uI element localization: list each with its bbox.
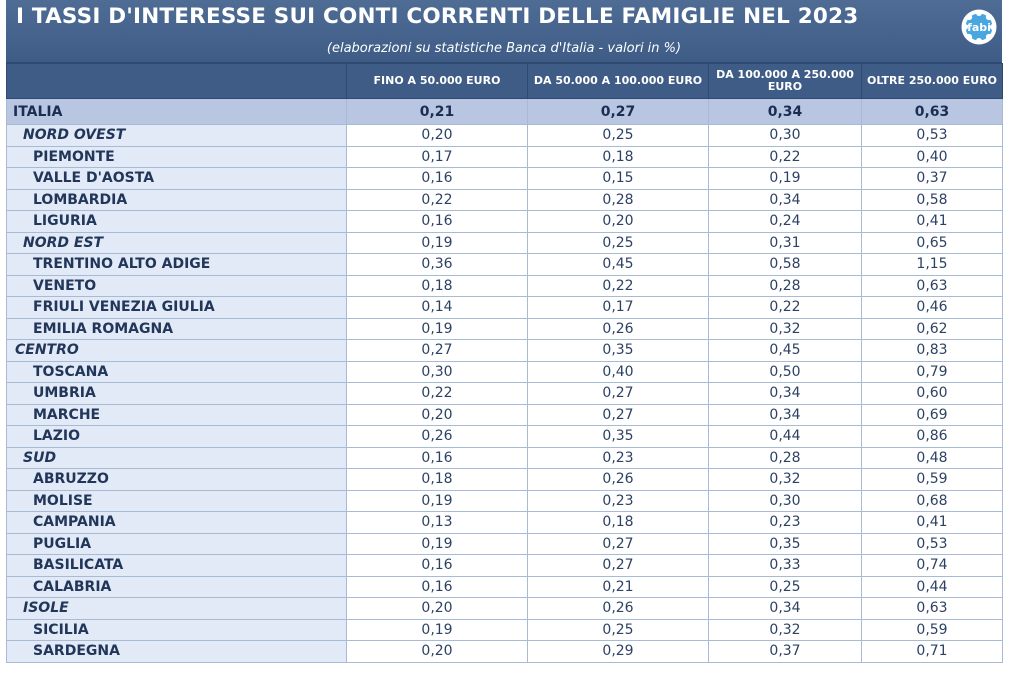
table-row — [7, 555, 1003, 577]
row-label: TRENTINO ALTO ADIGE — [7, 254, 347, 276]
rate-cell: 0,28 — [528, 189, 709, 211]
rate-cell: 0,21 — [528, 576, 709, 598]
rate-cell: 0,16 — [347, 211, 528, 233]
rate-cell: 0,41 — [862, 512, 1003, 534]
column-header-row — [7, 64, 1003, 99]
row-label: CAMPANIA — [7, 512, 347, 534]
rate-cell: 0,23 — [528, 447, 709, 469]
rate-cell: 0,13 — [347, 512, 528, 534]
rate-cell: 0,22 — [709, 297, 862, 319]
rate-cell: 0,16 — [347, 555, 528, 577]
rate-cell: 0,40 — [862, 146, 1003, 168]
table-row — [7, 211, 1003, 233]
rates-table-sheet — [6, 0, 1002, 663]
rate-cell: 0,18 — [528, 146, 709, 168]
row-label: ISOLE — [7, 598, 347, 620]
rate-cell: 0,18 — [347, 275, 528, 297]
rate-cell: 0,19 — [347, 318, 528, 340]
row-label: LAZIO — [7, 426, 347, 448]
column-header-region — [7, 64, 347, 99]
rate-cell: 0,15 — [528, 168, 709, 190]
rate-cell: 0,30 — [709, 125, 862, 147]
rate-cell: 0,23 — [528, 490, 709, 512]
table-row — [7, 447, 1003, 469]
rate-cell: 0,32 — [709, 469, 862, 491]
column-header-over-250k: OLTRE 250.000 EURO — [862, 64, 1003, 99]
rate-cell: 0,63 — [862, 275, 1003, 297]
rate-cell: 0,65 — [862, 232, 1003, 254]
rate-cell: 0,45 — [709, 340, 862, 362]
interest-rates-table — [6, 63, 1003, 663]
rate-cell: 0,26 — [347, 426, 528, 448]
rate-cell: 0,32 — [709, 318, 862, 340]
rate-cell: 0,18 — [528, 512, 709, 534]
rate-cell: 0,16 — [347, 168, 528, 190]
row-label: CALABRIA — [7, 576, 347, 598]
row-label: MARCHE — [7, 404, 347, 426]
table-row — [7, 318, 1003, 340]
table-row — [7, 125, 1003, 147]
rate-cell: 0,46 — [862, 297, 1003, 319]
table-row — [7, 469, 1003, 491]
rate-cell: 0,35 — [528, 426, 709, 448]
row-label: CENTRO — [7, 340, 347, 362]
row-label: VALLE D'AOSTA — [7, 168, 347, 190]
row-label: VENETO — [7, 275, 347, 297]
logo-text: fabi — [967, 21, 991, 34]
row-label: TOSCANA — [7, 361, 347, 383]
rate-cell: 0,69 — [862, 404, 1003, 426]
rate-cell: 0,45 — [528, 254, 709, 276]
rate-cell: 0,19 — [347, 533, 528, 555]
rate-cell: 0,24 — [709, 211, 862, 233]
column-header-50k-100k: DA 50.000 A 100.000 EURO — [528, 64, 709, 99]
column-header-up-to-50k: FINO A 50.000 EURO — [347, 64, 528, 99]
rate-cell: 0,27 — [347, 340, 528, 362]
row-label: NORD OVEST — [7, 125, 347, 147]
table-row — [7, 340, 1003, 362]
rate-cell: 0,19 — [347, 490, 528, 512]
row-label: UMBRIA — [7, 383, 347, 405]
table-row — [7, 189, 1003, 211]
rate-cell: 0,22 — [347, 189, 528, 211]
rate-cell: 0,16 — [347, 447, 528, 469]
rate-cell: 0,34 — [709, 383, 862, 405]
rate-cell: 0,30 — [347, 361, 528, 383]
rate-cell: 0,20 — [347, 404, 528, 426]
rate-cell: 0,19 — [709, 168, 862, 190]
table-row — [7, 512, 1003, 534]
row-label: BASILICATA — [7, 555, 347, 577]
table-row — [7, 619, 1003, 641]
rate-cell: 0,31 — [709, 232, 862, 254]
rate-cell: 0,27 — [528, 99, 709, 125]
rate-cell: 0,41 — [862, 211, 1003, 233]
rate-cell: 0,22 — [347, 383, 528, 405]
row-label: LOMBARDIA — [7, 189, 347, 211]
rate-cell: 0,26 — [528, 318, 709, 340]
row-label: PUGLIA — [7, 533, 347, 555]
rate-cell: 0,35 — [709, 533, 862, 555]
rate-cell: 0,50 — [709, 361, 862, 383]
row-label: SARDEGNA — [7, 641, 347, 663]
table-row — [7, 232, 1003, 254]
rate-cell: 0,59 — [862, 469, 1003, 491]
rate-cell: 0,32 — [709, 619, 862, 641]
rate-cell: 0,86 — [862, 426, 1003, 448]
column-header-100k-250k: DA 100.000 A 250.000 EURO — [709, 64, 862, 99]
rate-cell: 0,28 — [709, 447, 862, 469]
rate-cell: 0,29 — [528, 641, 709, 663]
table-row — [7, 275, 1003, 297]
table-row — [7, 254, 1003, 276]
rate-cell: 0,37 — [709, 641, 862, 663]
table-row — [7, 404, 1003, 426]
rate-cell: 0,23 — [709, 512, 862, 534]
table-row — [7, 576, 1003, 598]
table-row — [7, 641, 1003, 663]
row-label: ITALIA — [7, 99, 347, 125]
row-label: SICILIA — [7, 619, 347, 641]
rate-cell: 0,28 — [709, 275, 862, 297]
rate-cell: 0,74 — [862, 555, 1003, 577]
rate-cell: 0,27 — [528, 404, 709, 426]
rate-cell: 0,25 — [528, 619, 709, 641]
rate-cell: 0,18 — [347, 469, 528, 491]
rate-cell: 0,34 — [709, 404, 862, 426]
table-row — [7, 297, 1003, 319]
row-label: ABRUZZO — [7, 469, 347, 491]
table-body — [7, 99, 1003, 663]
rate-cell: 0,19 — [347, 619, 528, 641]
rate-cell: 0,19 — [347, 232, 528, 254]
rate-cell: 0,48 — [862, 447, 1003, 469]
rate-cell: 0,63 — [862, 99, 1003, 125]
rate-cell: 0,37 — [862, 168, 1003, 190]
rate-cell: 0,21 — [347, 99, 528, 125]
rate-cell: 0,14 — [347, 297, 528, 319]
rate-cell: 0,63 — [862, 598, 1003, 620]
row-label: NORD EST — [7, 232, 347, 254]
rate-cell: 0,20 — [528, 211, 709, 233]
rate-cell: 0,71 — [862, 641, 1003, 663]
row-label: SUD — [7, 447, 347, 469]
rate-cell: 0,79 — [862, 361, 1003, 383]
rate-cell: 0,30 — [709, 490, 862, 512]
rate-cell: 1,15 — [862, 254, 1003, 276]
rate-cell: 0,34 — [709, 598, 862, 620]
table-row — [7, 533, 1003, 555]
table-row — [7, 361, 1003, 383]
row-label: PIEMONTE — [7, 146, 347, 168]
rate-cell: 0,27 — [528, 533, 709, 555]
rate-cell: 0,17 — [347, 146, 528, 168]
rate-cell: 0,25 — [709, 576, 862, 598]
rate-cell: 0,25 — [528, 232, 709, 254]
rate-cell: 0,40 — [528, 361, 709, 383]
rate-cell: 0,83 — [862, 340, 1003, 362]
rate-cell: 0,34 — [709, 189, 862, 211]
table-header-banner — [6, 0, 1002, 63]
rate-cell: 0,34 — [709, 99, 862, 125]
rate-cell: 0,25 — [528, 125, 709, 147]
rate-cell: 0,53 — [862, 533, 1003, 555]
rate-cell: 0,60 — [862, 383, 1003, 405]
rate-cell: 0,22 — [528, 275, 709, 297]
row-label: LIGURIA — [7, 211, 347, 233]
rate-cell: 0,27 — [528, 555, 709, 577]
rate-cell: 0,44 — [862, 576, 1003, 598]
rate-cell: 0,16 — [347, 576, 528, 598]
rate-cell: 0,22 — [709, 146, 862, 168]
rate-cell: 0,68 — [862, 490, 1003, 512]
rate-cell: 0,59 — [862, 619, 1003, 641]
page-subtitle: (elaborazioni su statistiche Banca d'Italia - valori in %) — [326, 41, 682, 56]
rate-cell: 0,33 — [709, 555, 862, 577]
table-row — [7, 168, 1003, 190]
rate-cell: 0,20 — [347, 598, 528, 620]
table-row — [7, 383, 1003, 405]
row-label: MOLISE — [7, 490, 347, 512]
fabi-logo-icon — [960, 8, 998, 46]
rate-cell: 0,27 — [528, 383, 709, 405]
rate-cell: 0,17 — [528, 297, 709, 319]
rate-cell: 0,44 — [709, 426, 862, 448]
rate-cell: 0,62 — [862, 318, 1003, 340]
row-label: EMILIA ROMAGNA — [7, 318, 347, 340]
rate-cell: 0,58 — [862, 189, 1003, 211]
rate-cell: 0,20 — [347, 125, 528, 147]
page-title: I TASSI D'INTERESSE SUI CONTI CORRENTI DELLE FAMIGLIE NEL 2023 — [16, 4, 859, 29]
rate-cell: 0,26 — [528, 598, 709, 620]
rate-cell: 0,35 — [528, 340, 709, 362]
row-label: FRIULI VENEZIA GIULIA — [7, 297, 347, 319]
table-row — [7, 99, 1003, 125]
rate-cell: 0,36 — [347, 254, 528, 276]
rate-cell: 0,53 — [862, 125, 1003, 147]
table-row — [7, 426, 1003, 448]
rate-cell: 0,58 — [709, 254, 862, 276]
rate-cell: 0,20 — [347, 641, 528, 663]
table-row — [7, 598, 1003, 620]
table-row — [7, 490, 1003, 512]
rate-cell: 0,26 — [528, 469, 709, 491]
table-row — [7, 146, 1003, 168]
